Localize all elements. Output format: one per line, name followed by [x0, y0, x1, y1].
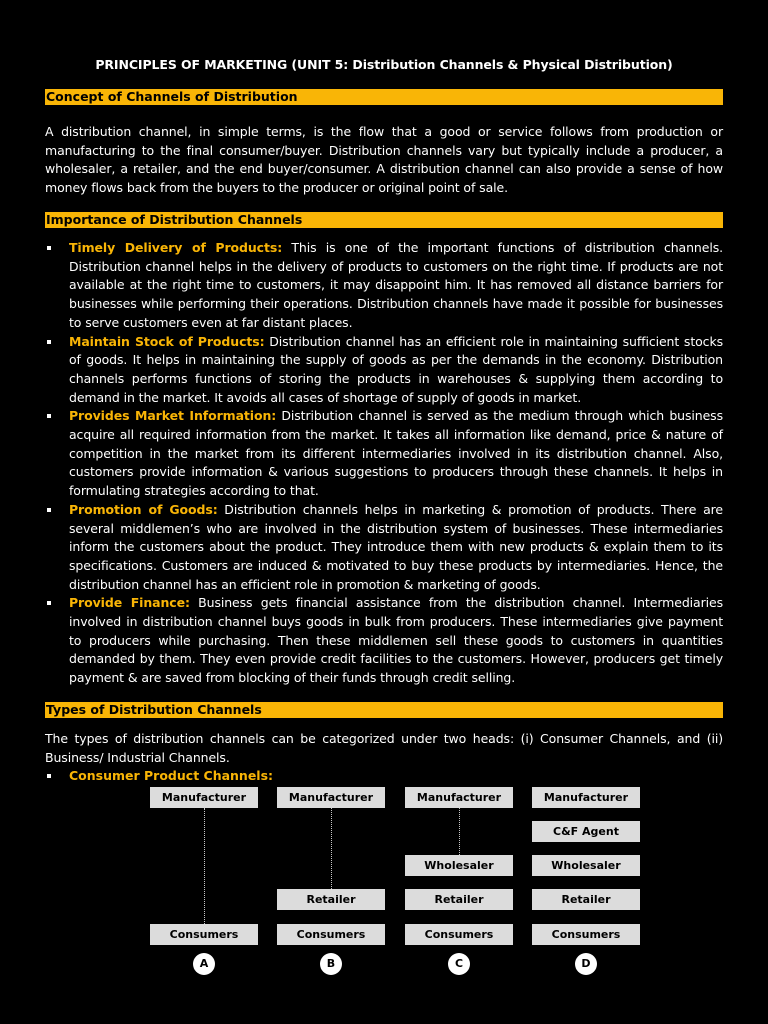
list-item-term: Provide Finance:: [69, 595, 190, 611]
list-item-text: Distribution channel is served as the medium through which business acquire all required information from the market. It takes all information like demand, price & nature of competition in the market from its different intermediaries involved in its distribution channel. Also, customers provide information & various suggestions to producers through these channels. It helps in formulating strategies according to that.: [69, 408, 723, 499]
channel-b-label: B: [320, 953, 342, 975]
channel-a-label: A: [193, 953, 215, 975]
channel-c-wholesaler: Wholesaler: [405, 855, 513, 876]
page-title: PRINCIPLES OF MARKETING (UNIT 5: Distribution Channels & Physical Distribution): [95, 57, 673, 72]
channel-c-connector: [459, 808, 460, 855]
consumer-channels-heading: Consumer Product Channels:: [45, 767, 273, 785]
channel-c-manufacturer: Manufacturer: [405, 787, 513, 808]
channel-d-manufacturer: Manufacturer: [532, 787, 640, 808]
channel-d-label: D: [575, 953, 597, 975]
list-item-term: Maintain Stock of Products:: [69, 333, 265, 349]
channel-c-retailer: Retailer: [405, 889, 513, 910]
channel-b-retailer: Retailer: [277, 889, 385, 910]
channel-d-retailer: Retailer: [532, 889, 640, 910]
channel-d-wholesaler: Wholesaler: [532, 855, 640, 876]
channel-d-agent: C&F Agent: [532, 821, 640, 842]
section-heading-concept: Concept of Channels of Distribution: [45, 89, 723, 105]
types-paragraph: The types of distribution channels can be categorized under two heads: (i) Consumer Channels, and (ii) Business/ Industrial Channels.: [45, 731, 723, 765]
channel-d-consumers: Consumers: [532, 924, 640, 945]
channel-a-consumers: Consumers: [150, 924, 258, 945]
channel-b-connector: [331, 808, 332, 889]
list-item-term: Timely Delivery of Products:: [69, 240, 283, 255]
list-item-text: This is one of the important functions of distribution channels. Distribution channel helps in the delivery of products to customers on the right time. If products are not available at the right time to customers, it may disappoint him. It has removed all distance barriers for businesses while performing their operations. Distribution channels have made it possible for businesses to serve customers even at far distant places.: [69, 240, 723, 330]
list-item-text: Distribution channels helps in marketing & promotion of products. There are several middlemen’s who are involved in the distribution system of businesses. These intermediaries inform the customers about the product. They introduce them with new products & explain them to its specifications. Customers are induced & motivated to buy these products by intermediaries. Hence, the distribution channel has an efficient role in promotion & marketing of goods.: [69, 501, 723, 592]
channel-b-consumers: Consumers: [277, 924, 385, 945]
list-item-term: Provides Market Information:: [69, 408, 277, 424]
list-item-text: Business gets financial assistance from the distribution channel. Intermediaries involved in distribution channel buys goods in bulk from producers. These intermediaries give payment to producers while purchasing. Then these middlemen sell these goods to customers in quantities demanded by them. They even provide credit facilities to the customers. However, producers get timely payment & are saved from blocking of their funds through credit selling.: [69, 595, 723, 686]
channel-a-manufacturer: Manufacturer: [150, 787, 258, 808]
channel-c-consumers: Consumers: [405, 924, 513, 945]
channel-c-label: C: [448, 953, 470, 975]
section-heading-importance: Importance of Distribution Channels: [45, 212, 723, 228]
section-heading-types: Types of Distribution Channels: [45, 702, 723, 718]
list-item-term: Promotion of Goods:: [69, 501, 218, 517]
channel-b-manufacturer: Manufacturer: [277, 787, 385, 808]
channel-a-connector: [204, 808, 205, 924]
list-item-text: Distribution channel has an efficient role in maintaining sufficient stocks of goods. It helps in maintaining the supply of goods as per the demands in the economy. Distribution channels performs functions of storing the products in warehouses & supplying them according to demand in the market. It avoids all cases of shortage of supply of goods in market.: [69, 333, 723, 405]
concept-paragraph: A distribution channel, in simple terms, is the flow that a good or service follows from production or manufacturing to the final consumer/buyer. Distribution channels vary but typically include a producer, a wholesaler, a retailer, and the end buyer/consumer. A distribution channel can also provide a sense of how money flows back from the buyers to the producer or original point of sale.: [45, 124, 723, 196]
